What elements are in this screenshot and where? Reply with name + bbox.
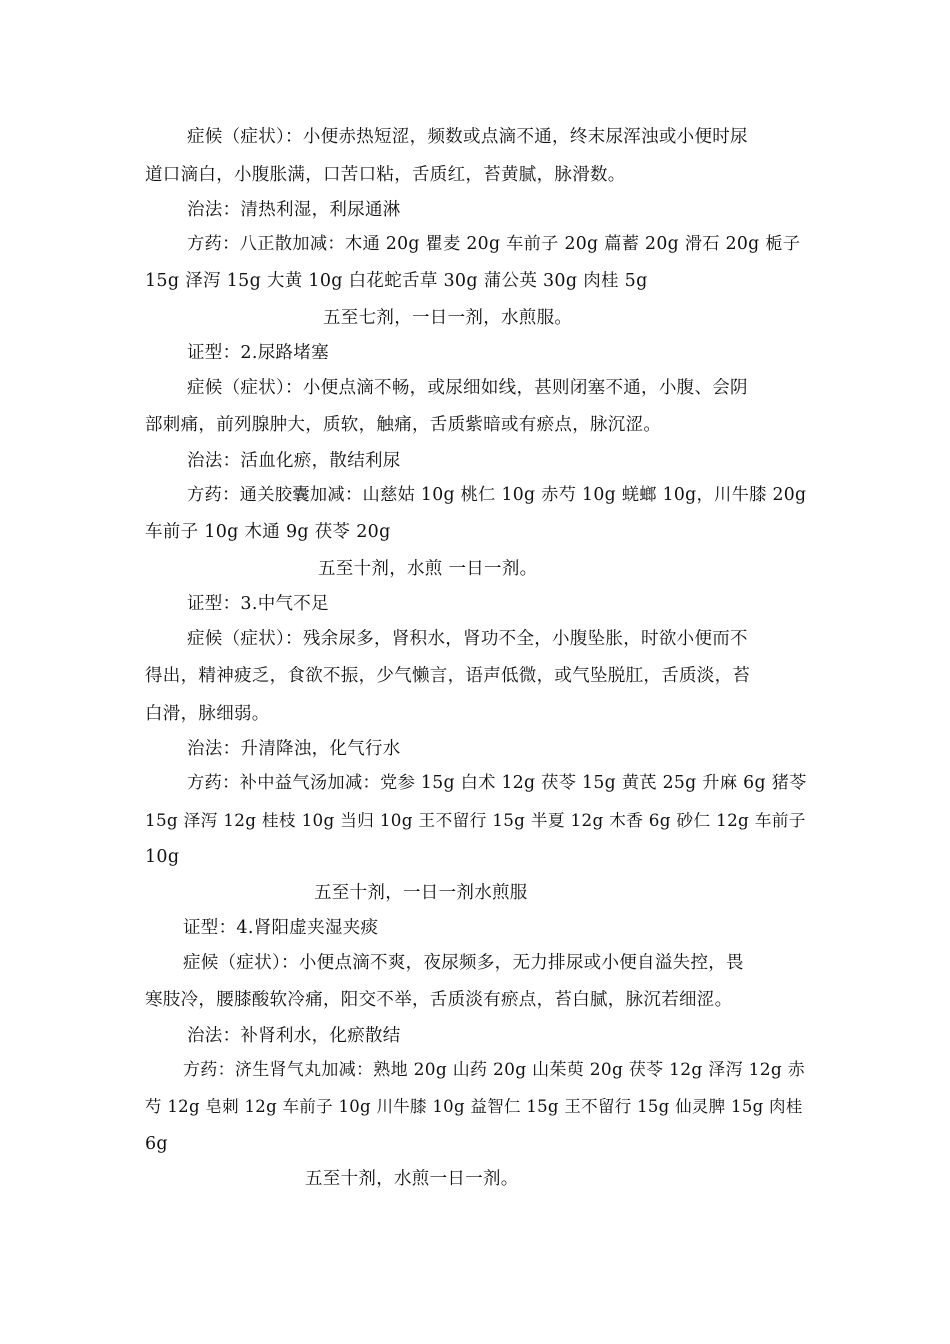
text-line: 治法：清热利湿，利尿通淋 (187, 200, 401, 220)
text-line: 方药：补中益气汤加减：党参 15g 白术 12g 茯苓 15g 黄芪 25g 升麻 6g 猪苓 (187, 773, 807, 793)
text-line: 证型：2.尿路堵塞 (187, 343, 329, 363)
text-line: 6g (145, 1134, 168, 1154)
text-line: 白滑，脉细弱。 (145, 704, 270, 724)
text-line: 车前子 10g 木通 9g 茯苓 20g (145, 522, 391, 542)
text-line: 得出，精神疲乏，食欲不振，少气懒言，语声低微，或气坠脱肛，舌质淡，苔 (145, 666, 751, 686)
text-line: 10g (145, 847, 180, 867)
text-line: 症候（症状）：小便点滴不畅，或尿细如线，甚则闭塞不通，小腹、会阴 (187, 378, 748, 398)
text-line: 治法：补肾利水，化瘀散结 (187, 1026, 401, 1046)
text-line: 症候（症状）：小便点滴不爽，夜尿频多，无力排尿或小便自溢失控，畏 (183, 953, 744, 973)
text-line: 芍 12g 皂刺 12g 车前子 10g 川牛膝 10g 益智仁 15g 王不留行 15g 仙灵脾 15g 肉桂 (145, 1097, 803, 1116)
text-line: 治法：活血化瘀，散结利尿 (187, 451, 401, 471)
text-line: 部刺痛，前列腺肿大，质软，触痛，舌质紫暗或有瘀点，脉沉涩。 (145, 415, 662, 435)
text-line: 五至十剂，水煎一日一剂。 (305, 1169, 519, 1189)
text-line: 证型：4.肾阳虚夹湿夹痰 (183, 918, 379, 938)
text-line: 方药：八正散加减：木通 20g 瞿麦 20g 车前子 20g 萹蓄 20g 滑石 20g 栀子 (187, 234, 801, 254)
text-line: 五至七剂，一日一剂，水煎服。 (323, 308, 573, 328)
text-line: 15g 泽泻 15g 大黄 10g 白花蛇舌草 30g 蒲公英 30g 肉桂 5g (145, 271, 648, 291)
text-line: 方药：济生肾气丸加减：熟地 20g 山药 20g 山茱萸 20g 茯苓 12g 泽泻 12g 赤 (183, 1060, 806, 1080)
text-line: 症候（症状）：小便赤热短涩，频数或点滴不通，终末尿浑浊或小便时尿 (187, 127, 748, 147)
text-line: 证型：3.中气不足 (187, 594, 329, 614)
text-line: 治法：升清降浊，化气行水 (187, 739, 401, 759)
text-line: 道口滴白，小腹胀满，口苦口粘，舌质红，苔黄腻，脉滑数。 (145, 165, 626, 185)
text-line: 15g 泽泻 12g 桂枝 10g 当归 10g 王不留行 15g 半夏 12g 木香 6g 砂仁 12g 车前子 (145, 810, 806, 830)
text-line: 方药：通关胶囊加减：山慈姑 10g 桃仁 10g 赤芍 10g 蜣螂 10g，川牛膝 20g (187, 485, 807, 505)
text-line: 五至十剂，一日一剂水煎服 (314, 883, 528, 903)
text-line: 症候（症状）：残余尿多，肾积水，肾功不全，小腹坠胀，时欲小便而不 (187, 629, 748, 649)
text-line: 五至十剂，水煎 一日一剂。 (318, 559, 538, 579)
text-line: 寒肢冷，腰膝酸软冷痛，阳交不举，舌质淡有瘀点，苔白腻，脉沉若细涩。 (145, 990, 733, 1010)
